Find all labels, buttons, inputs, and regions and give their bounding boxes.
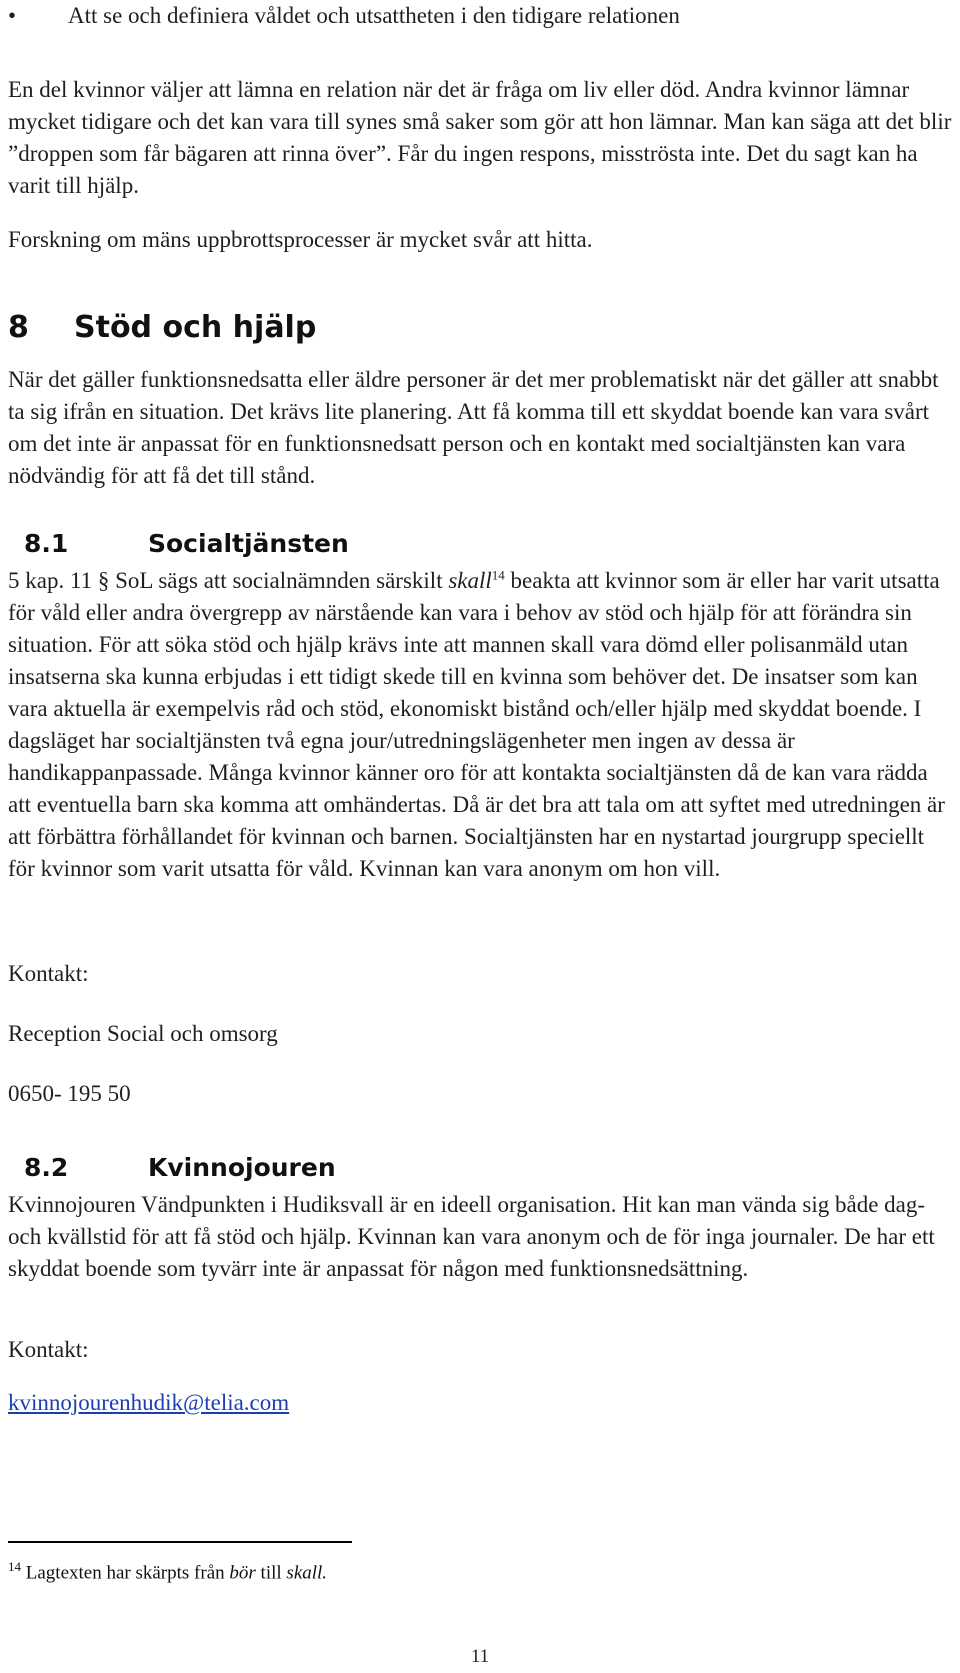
section-8-body: När det gäller funktionsnedsatta eller äldre personer är det mer problematiskt när det gäller att snabbt ta sig ifrån en situation. Det krävs lite planering. Att få komma till ett skyddat boende kan vara svårt om det inte är anpassat för en funktionsnedsatt person och en kontakt med socialtjänsten kan vara nödvändig för att få det till stånd. (8, 367, 939, 488)
contact-email-row (8, 1387, 952, 1419)
contact-label: Kontakt: (8, 1337, 89, 1362)
contact-label: Kontakt: (8, 961, 89, 986)
section-8-heading (8, 308, 952, 348)
footnote-number: 14 (8, 1559, 21, 1574)
emphasis-skall: skall (448, 568, 492, 593)
footnote-divider (8, 1541, 352, 1543)
section-title: Kvinnojouren (148, 1153, 336, 1182)
body-text: beakta att kvinnor som är eller har varit utsatta för våld eller andra övergrepp av närstående kan vara i behov av stöd och hjälp för att förändra sin situation. För att söka stöd och hjälp krävs inte att mannen skall vara dömd eller polisanmäld utan insatserna ska kunna erbjudas i ett tidigt skede till en kvinna som behöver det. De insatser som kan vara aktuella är exempelvis råd och stöd, ekonomiskt bistånd och/eller hjälp med skyddat boende. I dagsläget har socialtjänsten två egna jour/utredningslägenheter men ingen av dessa är handikappanpassade. Många kvinnor känner oro för att kontakta socialtjänsten då de kan vara rädda att eventuella barn ska komma att omhändertas. Då är det bra att tala om att syftet med utredningen är att förbättra förhållandet för kvinnan och barnen. Socialtjänsten har en nystartad jourgrupp speciellt för kvinnor som varit utsatta för våld. Kvinnan kan vara anonym om hon vill. (8, 568, 945, 881)
section-number: 8.2 (24, 1153, 69, 1182)
section-title: Socialtjänsten (148, 529, 349, 558)
bullet-mark: • (8, 3, 17, 28)
page-number: 11 (470, 1646, 490, 1667)
section-8-1-heading (8, 527, 952, 561)
footnote-italic: bör (229, 1562, 256, 1584)
section-number: 8.1 (24, 529, 69, 558)
section-title: Stöd och hjälp (74, 310, 317, 345)
bullet-text: Att se och definiera våldet och utsattheten i den tidigare relationen (68, 3, 680, 28)
footnote-reference[interactable]: 14 (491, 567, 505, 583)
section-8-1-body (8, 565, 952, 885)
contact-name: Reception Social och omsorg (8, 1021, 278, 1046)
section-8-2-heading (8, 1151, 952, 1185)
contact-phone: 0650- 195 50 (8, 1081, 131, 1106)
section-8-2-body: Kvinnojouren Vändpunkten i Hudiksvall är en ideell organisation. Hit kan man vända sig både dag- och kvällstid för att få stöd och hjälp. Kvinnan kan vara anonym och de för inga journaler. De har ett skyddat boende som tyvärr inte är anpassat för någon med funktionsnedsättning. (8, 1192, 935, 1281)
section-number: 8 (8, 310, 29, 345)
footnote-italic: skall. (286, 1562, 328, 1584)
footnote-text: Lagtexten har skärpts från (21, 1562, 230, 1584)
footnote (8, 1554, 327, 1586)
paragraph-leaving-relationship: En del kvinnor väljer att lämna en relation när det är fråga om liv eller död. Andra kvinnor lämnar mycket tidigare och det kan vara till synes små saker som gör att hon lämnar. Man kan säga att det blir ”droppen som får bägaren att rinna över”. Får du ingen respons, misströsta inte. Det du sagt kan ha varit till hjälp. (8, 77, 952, 198)
paragraph-research: Forskning om mäns uppbrottsprocesser är mycket svår att hitta. (8, 227, 593, 252)
bullet-item (8, 0, 952, 32)
footnote-text: till (255, 1562, 287, 1584)
email-link[interactable]: kvinnojourenhudik@telia.com (8, 1390, 290, 1415)
body-text: 5 kap. 11 § SoL sägs att socialnämnden särskilt (8, 568, 449, 593)
